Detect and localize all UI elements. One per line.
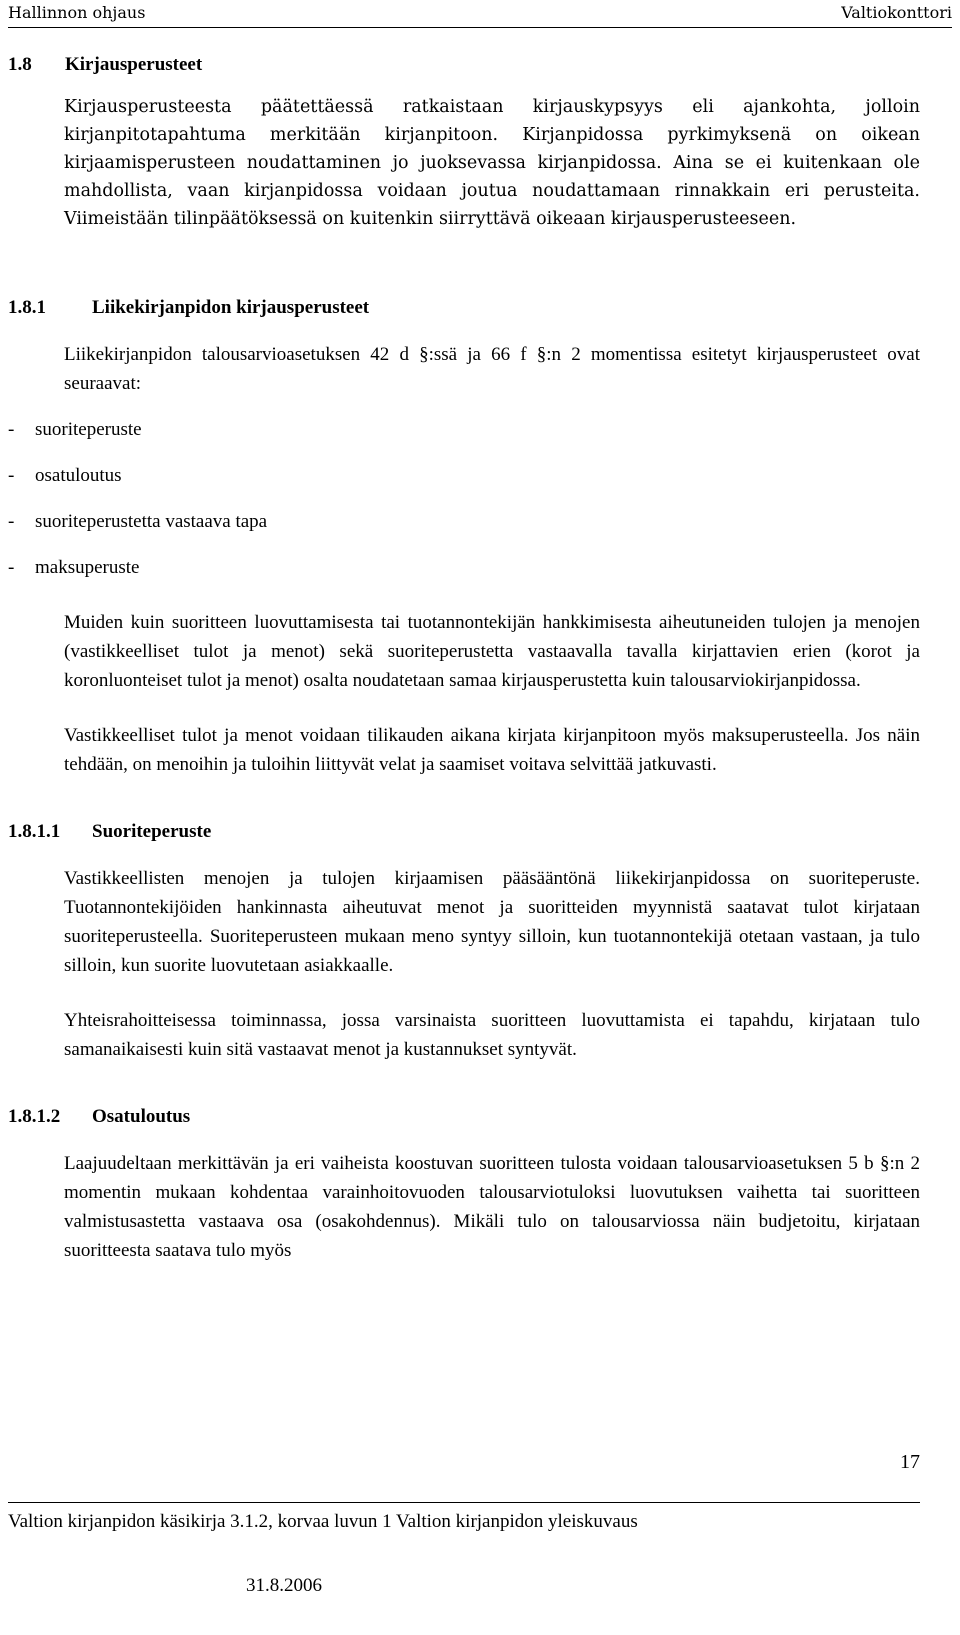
- section-title: Osatuloutus: [92, 1106, 191, 1127]
- kirjausperusteet-list: [8, 415, 920, 582]
- section-number: 1.8.1.2: [8, 1106, 61, 1127]
- header-right: Valtiokonttori: [841, 3, 952, 22]
- section-1-8-1-2-paragraph: Laajuudeltaan merkittävän ja eri vaiheista koostuvan suoritteen tulosta voidaan talousarvioasetuksen 5 b §:n 2 momentin mukaan kohdentaa varainhoitovuoden talousarviotuloksi luovutuksen vaihetta tai suoritteen valmistusastetta vastaava osa (osakohdennus). Mikäli tulo on talousarviossa näin budjetoitu, kirjataan suoritteesta saatava tulo myös: [64, 1153, 920, 1261]
- section-number: 1.8.1: [8, 297, 46, 318]
- page-header: [0, 0, 960, 26]
- section-heading-1-8-1-1: [8, 817, 920, 847]
- page-footer: [8, 1502, 920, 1597]
- footer-date: 31.8.2006: [246, 1575, 322, 1596]
- section-number: 1.8: [8, 54, 32, 75]
- list-item: - suoriteperustetta vastaava tapa: [8, 511, 268, 532]
- section-1-8-1-1-paragraph-1: Vastikkeellisten menojen ja tulojen kirjaamisen pääsääntönä liikekirjanpidossa on suoriteperuste. Tuotannontekijöiden hankinnasta aiheutuvat menot ja suoritteiden myynnistä saatavat tulot kirjataan suoriteperusteella. Suoriteperusteen mukaan meno syntyy silloin, kun tuotannontekijä otetaan vastaan, ja tulo silloin, kun suorite luovutetaan asiakkaalle.: [64, 868, 920, 976]
- section-title: Kirjausperusteet: [65, 54, 203, 75]
- list-item: - osatuloutus: [8, 465, 122, 486]
- section-1-8-paragraph: Kirjausperusteesta päätettäessä ratkaistaan kirjauskypsyys eli ajankohta, jolloin kirjanpitotapahtuma merkitään kirjanpitoon. Kirjanpidossa pyrkimyksenä on oikean kirjaamisperusteen noudattaminen jo juoksevassa kirjanpidossa. Aina se ei kuitenkaan ole mahdollista, vaan kirjanpidossa voidaan joutua noudattamaan rinnakkain eri perusteita. Viimeistään tilinpäätöksessä on kuitenkin siirryttävä oikeaan kirjausperusteeseen.: [64, 97, 920, 229]
- footer-rule: [8, 1502, 920, 1503]
- section-number: 1.8.1.1: [8, 821, 61, 842]
- document-body: [8, 50, 920, 1265]
- section-1-8-1-1-paragraph-2: Yhteisrahoitteisessa toiminnassa, jossa varsinaista suoritteen luovuttamista ei tapahdu, kirjataan tulo samanaikaisesti kuin sitä vastaavat menot ja kustannukset syntyvät.: [64, 1010, 920, 1060]
- section-1-8-1-paragraph-2: Vastikkeelliset tulot ja menot voidaan tilikauden aikana kirjata kirjanpitoon myös maksuperusteella. Jos näin tehdään, on menoihin ja tuloihin liittyvät velat ja saamiset voitava selvittää jatkuvasti.: [64, 725, 920, 775]
- section-title: Liikekirjanpidon kirjausperusteet: [92, 297, 370, 318]
- section-heading-1-8-1: [8, 293, 920, 323]
- section-title: Suoriteperuste: [92, 821, 212, 842]
- list-item: - maksuperuste: [8, 557, 140, 578]
- header-left: Hallinnon ohjaus: [8, 3, 146, 22]
- section-1-8-1-intro: Liikekirjanpidon talousarvioasetuksen 42 d §:ssä ja 66 f §:n 2 momentissa esitetyt kirjausperusteet ovat seuraavat:: [64, 344, 920, 394]
- page-number: 17: [900, 1451, 920, 1473]
- header-rule: [8, 27, 952, 28]
- section-1-8-1-paragraph-1: Muiden kuin suoritteen luovuttamisesta tai tuotannontekijän hankkimisesta aiheutuneiden tulojen ja menojen (vastikkeelliset tulot ja menot) sekä suoriteperustetta vastaavalla tavalla kirjattavien erien (korot ja koronluonteiset tulot ja menot) osalta noudatetaan samaa kirjausperustetta kuin talousarviokirjanpidossa.: [64, 612, 920, 691]
- section-heading-1-8: [8, 50, 920, 80]
- section-heading-1-8-1-2: [8, 1102, 920, 1132]
- list-item: - suoriteperuste: [8, 419, 142, 440]
- footer-text: Valtion kirjanpidon käsikirja 3.1.2, korvaa luvun 1 Valtion kirjanpidon yleiskuvaus: [8, 1511, 638, 1532]
